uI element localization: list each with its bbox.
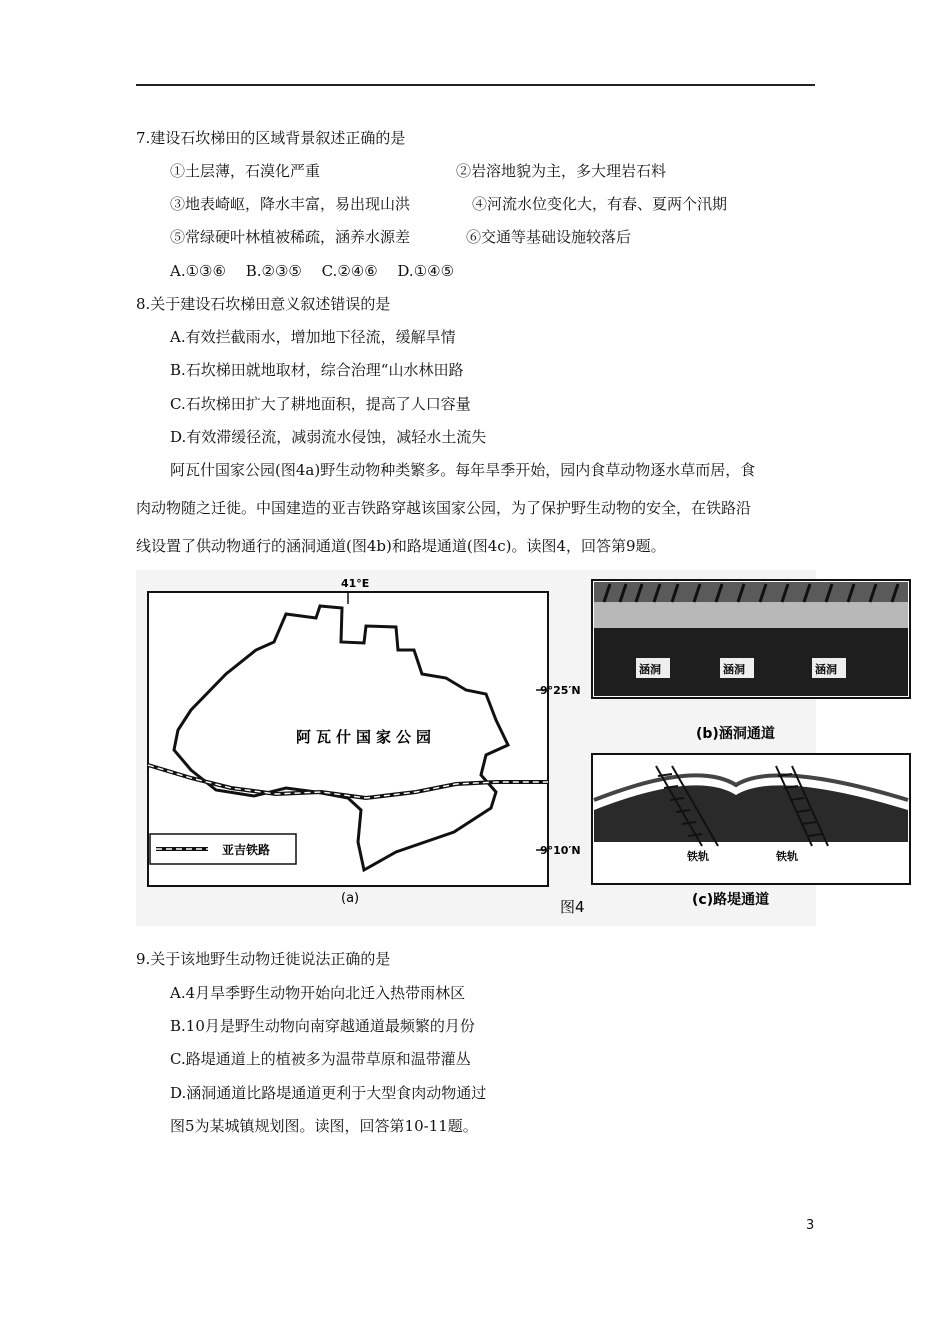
- culvert-label-1: 涵洞: [639, 663, 661, 676]
- header-rule: [136, 84, 815, 86]
- q7-option-2: ②岩溶地貌为主，多大理岩石料: [456, 162, 667, 180]
- q9-option-a: A.4月旱季野生动物开始向北迁入热带雨林区: [170, 984, 466, 1002]
- q7-choices: A.①③⑥ B.②③⑤ C.②④⑥ D.①④⑤: [170, 262, 455, 280]
- q8-option-d: D.有效滞缓径流，减弱流水侵蚀，减轻水土流失: [170, 428, 487, 446]
- q7-option-5: ⑤常绿硬叶林植被稀疏，涵养水源差: [170, 228, 411, 246]
- rail-label-2: 铁轨: [776, 850, 798, 863]
- figure-4: [136, 570, 837, 926]
- q7-option-3: ③地表崎岖，降水丰富，易出现山洪: [170, 195, 411, 213]
- latitude-south-label: 9°10′N: [540, 844, 581, 857]
- q8-option-c: C.石坎梯田扩大了耕地面积，提高了人口容量: [170, 395, 471, 413]
- intro-line: 图5为某城镇规划图。读图，回答第10-11题。: [170, 1117, 478, 1135]
- sub-figure-b-label: (b)涵洞通道: [696, 726, 775, 742]
- q7-option-1: ①土层薄，石漠化严重: [170, 162, 321, 180]
- passage-line-3: 线设置了供动物通行的涵洞通道(图4b)和路堤通道(图4c)。读图4，回答第9题。: [136, 537, 666, 555]
- q9-stem: 9.关于该地野生动物迁徙说法正确的是: [136, 950, 391, 968]
- park-name-label: 阿瓦什国家公园: [296, 728, 437, 746]
- latitude-north-label: 9°25′N: [540, 684, 581, 697]
- embankment-diagram: [592, 754, 910, 908]
- page-number: 3: [806, 1218, 815, 1233]
- q7-option-4: ④河流水位变化大，有春、夏两个汛期: [472, 195, 728, 213]
- q9-option-b: B.10月是野生动物向南穿越通道最频繁的月份: [170, 1017, 475, 1035]
- q7-stem: 7.建设石坎梯田的区域背景叙述正确的是: [136, 129, 406, 147]
- passage-line-2: 肉动物随之迁徙。中国建造的亚吉铁路穿越该国家公园，为了保护野生动物的安全，在铁路沿: [136, 499, 752, 517]
- longitude-label: 41°E: [341, 577, 370, 590]
- culvert-label-3: 涵洞: [815, 663, 837, 676]
- q8-option-a: A.有效拦截雨水，增加地下径流，缓解旱情: [170, 328, 456, 346]
- q7-option-6: ⑥交通等基础设施较落后: [466, 228, 632, 246]
- map-a: [148, 577, 581, 906]
- sub-figure-c-label: (c)路堤通道: [692, 892, 770, 908]
- culvert-label-2: 涵洞: [723, 663, 745, 676]
- q8-option-b: B.石坎梯田就地取材，综合治理“山水林田路: [170, 361, 464, 379]
- sub-figure-a-label: (a): [341, 891, 360, 906]
- legend-label: 亚吉铁路: [222, 843, 271, 857]
- q9-option-d: D.涵洞通道比路堤通道更利于大型食肉动物通过: [170, 1084, 487, 1102]
- rail-label-1: 铁轨: [687, 850, 709, 863]
- figure-caption: 图4: [560, 898, 585, 916]
- passage-line-1: 阿瓦什国家公园(图4a)野生动物种类繁多。每年旱季开始，园内食草动物逐水草而居，食: [170, 461, 756, 479]
- q8-stem: 8.关于建设石坎梯田意义叙述错误的是: [136, 295, 391, 313]
- q9-option-c: C.路堤通道上的植被多为温带草原和温带灌丛: [170, 1050, 471, 1068]
